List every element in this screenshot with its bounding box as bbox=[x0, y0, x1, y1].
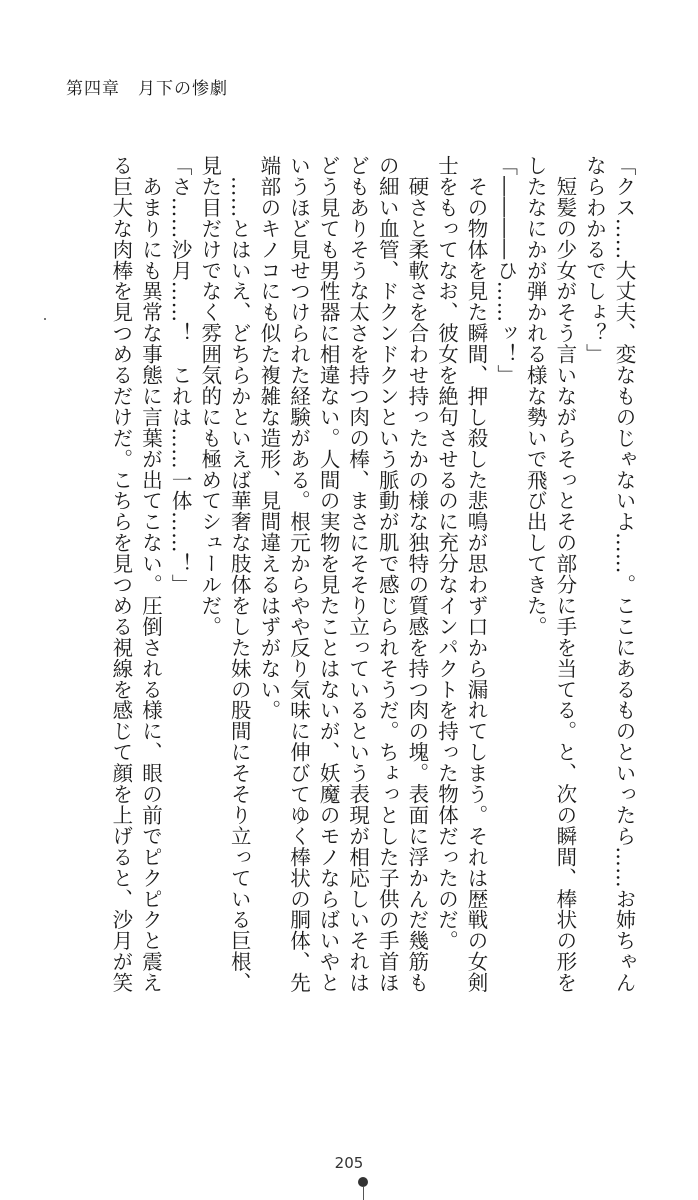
stray-mark bbox=[44, 318, 46, 320]
page-number: 205 bbox=[334, 1154, 364, 1172]
text-line: 見た目だけでなく雰囲気的にも極めてシュールだ。 bbox=[197, 155, 222, 637]
text-line: どう見ても男性器に相違ない。人間の実物を見たことはないが、妖魔のモノならばいやと bbox=[316, 155, 341, 993]
text-line: あまりにも異常な事態に言葉が出てこない。圧倒される様に、眼の前でピクピクと震え bbox=[138, 155, 163, 993]
text-line: 短髪の少女がそう言いながらそっとその部分に手を当てる。と、次の瞬間、棒状の形を bbox=[552, 155, 577, 993]
text-line: 士をもってなお、彼女を絶句させるのに充分なインパクトを持った物体だったのだ。 bbox=[434, 155, 459, 952]
body-text bbox=[105, 155, 638, 1100]
text-line: 「さ……沙月……！ これは……一体……！」 bbox=[168, 155, 193, 595]
chapter-header: 第四章 月下の惨劇 bbox=[66, 79, 228, 99]
page-marker-stem bbox=[363, 1187, 364, 1200]
text-line: 硬さと柔軟さを合わせ持ったかの様な独特の質感を持つ肉の塊。表面に浮かんだ幾筋も bbox=[404, 155, 429, 993]
text-line: る巨大な肉棒を見つめるだけだ。こちらを見つめる視線を感じて顔を上げると、沙月が笑 bbox=[108, 155, 133, 993]
page-marker-dot bbox=[358, 1177, 368, 1187]
text-line: どもありそうな太さを持つ肉の棒、まさにそそり立っているという表現が相応しいそれは bbox=[345, 155, 370, 993]
text-line: ……とはいえ、どちらかといえば華奢な肢体をした妹の股間にそそり立っている巨根、 bbox=[227, 155, 252, 993]
text-line: 端部のキノコにも似た複雑な造形、見間違えるはずがない。 bbox=[256, 155, 281, 721]
text-line: の細い血管、ドクンドクンという脈動が肌で感じられそうだ。ちょっとした子供の手首ほ bbox=[375, 155, 400, 993]
text-line: その物体を見た瞬間、押し殺した悲鳴が思わず口から漏れてしまう。それは歴戦の女剣 bbox=[464, 155, 489, 993]
text-line: 「クス……大丈夫、変なものじゃないよ……。ここにあるものといったら……お姉ちゃん bbox=[612, 155, 636, 993]
text-line: 「――――ひ……ッ！」 bbox=[493, 155, 518, 386]
text-line: ならわかるでしょ？」 bbox=[582, 155, 607, 365]
text-line: したなにかが弾かれる様な勢いで飛び出してきた。 bbox=[523, 155, 548, 637]
text-line: いうほど見せつけられた経験がある。根元からやや反り気味に伸びてゆく棒状の胴体、先 bbox=[286, 155, 311, 993]
